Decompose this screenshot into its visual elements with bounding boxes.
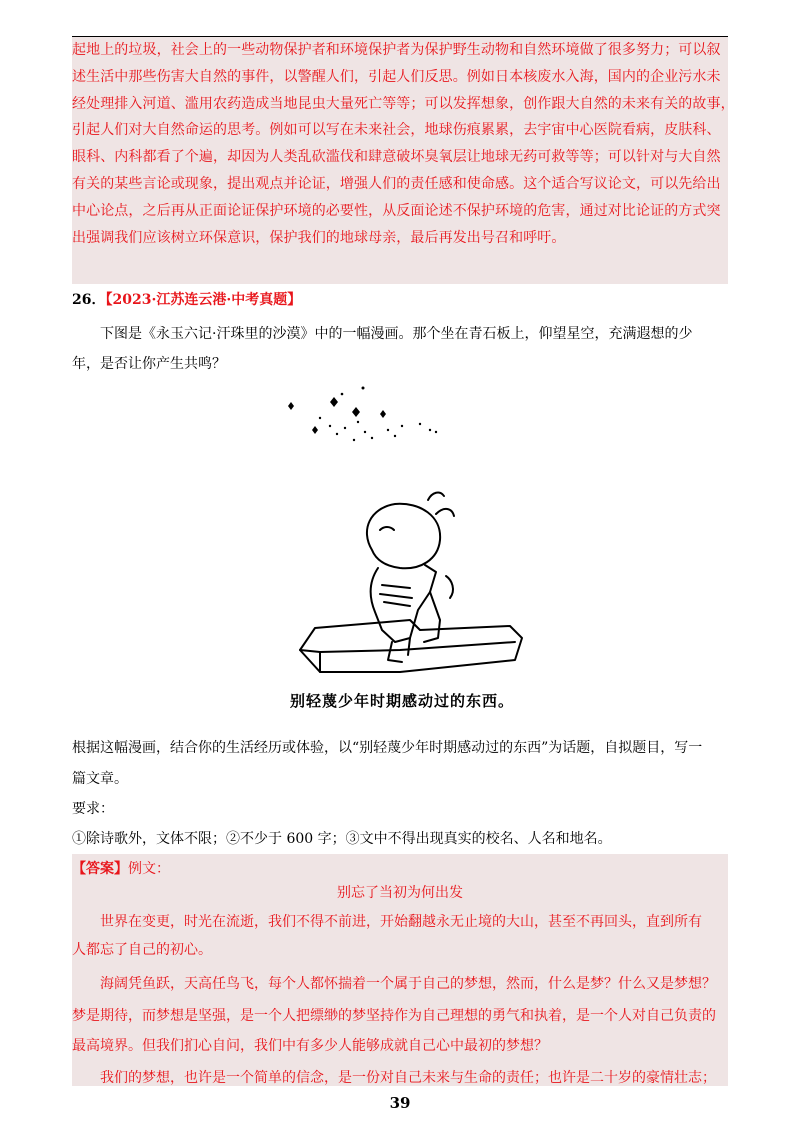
page-number: 39 [389,1094,411,1112]
essay-title: 别忘了当初为何出发 [337,885,463,901]
answer-line: 引起人们对大自然命运的思考。例如可以写在未来社会，地球伤痕累累，去宇宙中心医院看病，皮肤科、 [72,122,721,139]
question-intro-line2: 年，是否让你产生共鸣？ [72,356,226,372]
question-number-text: 26． [72,292,106,308]
prompt-line1: 根据这幅漫画，结合你的生活经历或体验，以“别轻蔑少年时期感动过的东西”为话题，自拟题目，写一 [72,740,703,756]
requirement-text: ①除诗歌外，文体不限；②不少于 600 字；③文中不得出现真实的校名、人名和地名。 [72,831,612,847]
answer-line: 中心论点，之后再从正面论证保护环境的必要性，从反面论述不保护环境的危害，通过对比论证的方式突 [72,202,721,219]
essay-line: 人都忘了自己的初心。 [72,942,212,958]
answer-line: 起地上的垃圾，社会上的一些动物保护者和环境保护者为保护野生动物和自然环境做了很多努力；可以叙 [72,42,721,58]
cartoon-illustration [260,380,560,715]
essay-line: 海阔凭鱼跃，天高任鸟飞，每个人都怀揣着一个属于自己的梦想，然而，什么是梦？什么又是梦想？ [100,976,716,992]
answer-line: 眼科、内科都看了个遍，却因为人类乱砍滥伐和肆意破坏臭氧层让地球无药可救等等；可以针对与大自然 [72,149,721,166]
answer-label: 【答案】 [72,861,128,877]
essay-line: 世界在变更，时光在流逝，我们不得不前进，开始翻越永无止境的大山，甚至不再回头，直到所有 [100,914,702,930]
answer-line: 经处理排入河道、滥用农药造成当地昆虫大量死亡等等；可以发挥想象，创作跟大自然的未来有关的故事， [72,95,735,112]
essay-line: 梦是期待，而梦想是坚强，是一个人把缥缈的梦坚持作为自己理想的勇气和执着，是一个人对自己负责的 [72,1008,716,1024]
answer-label-line [72,858,170,878]
question-source: 【2023·江苏连云港·中考真题】 [105,292,302,308]
boy-on-stone [300,493,522,672]
requirement-label: 要求： [72,801,114,817]
answer-line: 述生活中那些伤害大自然的事件，以警醒人们，引起人们反思。例如日本核废水入海，国内的企业污水未 [72,68,721,85]
previous-answer-block [72,37,735,284]
cartoon-caption: 别轻蔑少年时期感动过的东西。 [290,692,515,710]
stars [288,387,437,442]
question-intro-line1: 下图是《永玉六记·汗珠里的沙漠》中的一幅漫画。那个坐在青石板上，仰望星空，充满遐想的少 [100,326,693,342]
essay-line: 最高境界。但我们扪心自问，我们中有多少人能够成就自己心中最初的梦想？ [72,1038,548,1054]
prompt-line2: 篇文章。 [72,771,128,787]
essay-line: 我们的梦想，也许是一个简单的信念，是一份对自己未来与生命的责任；也许是二十岁的豪情壮志； [100,1070,716,1086]
answer-essay-block [72,854,728,1086]
answer-line: 出强调我们应该树立环保意识，保护我们的地球母亲，最后再发出号召和呼吁。 [72,229,566,246]
answer-line: 有关的某些言论或现象，提出观点并论证，增强人们的责任感和使命感。这个适合写议论文，可以先给出 [72,175,721,192]
question-number [72,290,301,310]
answer-label-suffix: 例文： [128,861,170,877]
